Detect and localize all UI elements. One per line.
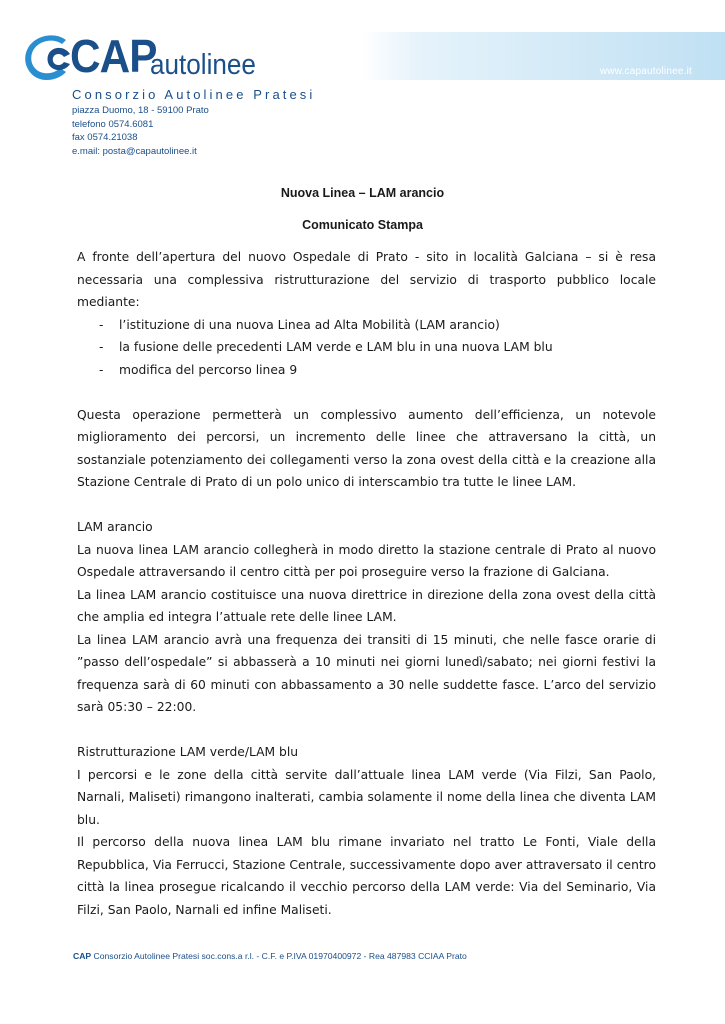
list-item-text: modifica del percorso linea 9 [119,362,298,377]
contact-fax: fax 0574.21038 [72,132,138,144]
footer-brand: CAP [73,951,92,961]
cap-swoosh-icon [22,32,74,84]
section-heading-verde-blu: Ristrutturazione LAM verde/LAM blu [77,745,299,759]
cap-logo [22,30,257,90]
contact-address: piazza Duomo, 18 - 59100 Prato [72,105,209,116]
document-subtitle: Comunicato Stampa [302,218,423,232]
arancio-paragraph-2: La linea LAM arancio costituisce una nuova direttrice in direzione della zona ovest della città che amplia ed integra l’attuale rete delle linee LAM. [77,587,656,624]
intro-paragraph: A fronte dell’apertura del nuovo Ospedale di Prato - sito in località Galciana – si è resa necessaria una complessiva ristrutturazione del servizio di trasporto pubblico locale mediante: [77,250,656,309]
bullet-dash: - [99,340,104,354]
page-footer [73,951,467,961]
contact-email: e.mail: posta@capautolinee.it [72,145,197,157]
footer-legal-text: Consorzio Autolinee Pratesi soc.cons.a r.l. - C.F. e P.IVA 01970400972 - Rea 487983 CCIAA Prato [93,951,467,961]
consorzio-name: Consorzio Autolinee Pratesi [72,87,316,102]
section-heading-arancio: LAM arancio [77,520,153,534]
arancio-paragraph-1: La nuova linea LAM arancio collegherà in modo diretto la stazione centrale di Prato al nuovo Ospedale attraversando il centro città per poi proseguire verso la frazione di Galciana. [77,542,656,579]
list-item [77,314,656,337]
list-item [77,359,656,382]
contact-block [72,104,209,158]
operation-paragraph: Questa operazione permetterà un complessivo aumento dell’efficienza, un notevole miglioramento dei percorsi, un incremento delle linee che attraversano la città, un sostanziale potenziamento dei collegamenti verso la zona ovest della città e la creazione alla Stazione Centrale di Prato di un polo unico di interscambio tra tutte le linee LAM. [77,407,656,489]
bullet-dash: - [99,317,104,332]
contact-phone: telefono 0574.6081 [72,118,154,130]
verde-blu-paragraph-2: Il percorso della nuova linea LAM blu rimane invariato nel tratto Le Fonti, Viale della Repubblica, Via Ferrucci, Stazione Centrale, successivamente dopo aver attraversato il centro città la linea prosegue ricalcando il vecchio percorso della LAM verde: Via del Seminario, Via Filzi, San Paolo, Narnali ed infine Maliseti. [77,835,656,917]
measures-list [77,314,656,382]
document-body [77,246,656,921]
logo-autolinee-text: autolinee [150,49,256,81]
website-url: www.capautolinee.it [599,66,692,77]
bullet-dash: - [99,362,104,377]
arancio-paragraph-3: La linea LAM arancio avrà una frequenza dei transiti di 15 minuti, che nelle fasce orarie di ”passo dell’ospedale” si abbasserà a 10 minuti nei giorni lunedì/sabato; nei giorni festivi la frequenza sarà di 60 minuti con abbassamento a 30 nelle suddette fasce. L’arco del servizio sarà 05:30 – 22:00. [77,632,656,714]
logo-cap-text: CAP [70,30,157,82]
list-item [77,336,656,359]
verde-blu-paragraph-1: I percorsi e le zone della città servite dall’attuale linea LAM verde (Via Filzi, San Paolo, Narnali, Maliseti) rimangono inalterati, cambia solamente il nome della linea che diventa LAM blu. [77,767,656,827]
list-item-text: la fusione delle precedenti LAM verde e LAM blu in una nuova LAM blu [119,340,553,354]
document-title: Nuova Linea – LAM arancio [280,186,445,200]
list-item-text: l’istituzione di una nuova Linea ad Alta Mobilità (LAM arancio) [119,317,500,332]
